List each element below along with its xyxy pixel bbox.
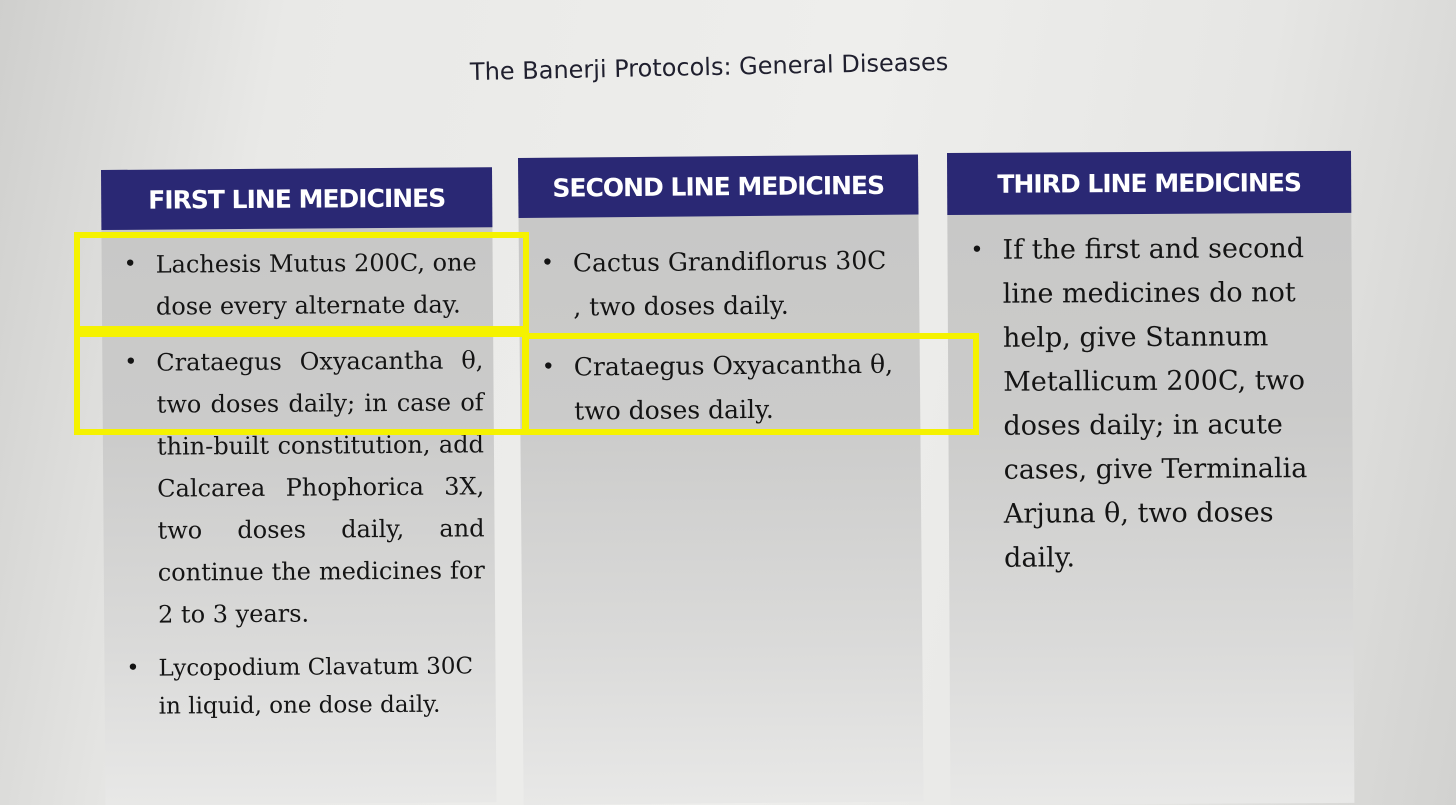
list-item: • Lycopodium Clavatum 30C in liquid, one dose daily.	[158, 647, 486, 725]
second-line-column	[518, 155, 924, 805]
highlight-box-crataegus-first	[74, 331, 529, 435]
first-line-header: FIRST LINE MEDICINES	[101, 167, 492, 230]
third-line-header: THIRD LINE MEDICINES	[947, 151, 1351, 215]
third-line-list	[947, 213, 1353, 581]
list-item: • Crataegus Oxyacantha θ, two doses daily; in case of thin-built constitution, add Calcarea Phophorica 3X, two doses daily, and continue the medicines for 2 to 3 years.	[156, 339, 485, 635]
list-item: • Cactus Grandiflorus 30C , two doses daily.	[573, 239, 900, 330]
list-item: • If the first and second line medicines do not help, give Stannum Metallicum 200C, two doses daily; in acute cases, give Terminalia Arjuna θ, two doses daily.	[1002, 227, 1337, 581]
list-item: • Lachesis Mutus 200C, one dose every alternate day.	[156, 241, 484, 327]
highlight-box-crataegus-second	[522, 333, 979, 435]
list-item: • Crataegus Oxyacantha θ, two doses daily.	[574, 343, 901, 434]
page-title: The Banerji Protocols: General Diseases	[469, 47, 949, 86]
highlight-box-lachesis	[74, 232, 529, 332]
second-line-header: SECOND LINE MEDICINES	[518, 155, 919, 218]
third-line-column	[947, 151, 1354, 805]
